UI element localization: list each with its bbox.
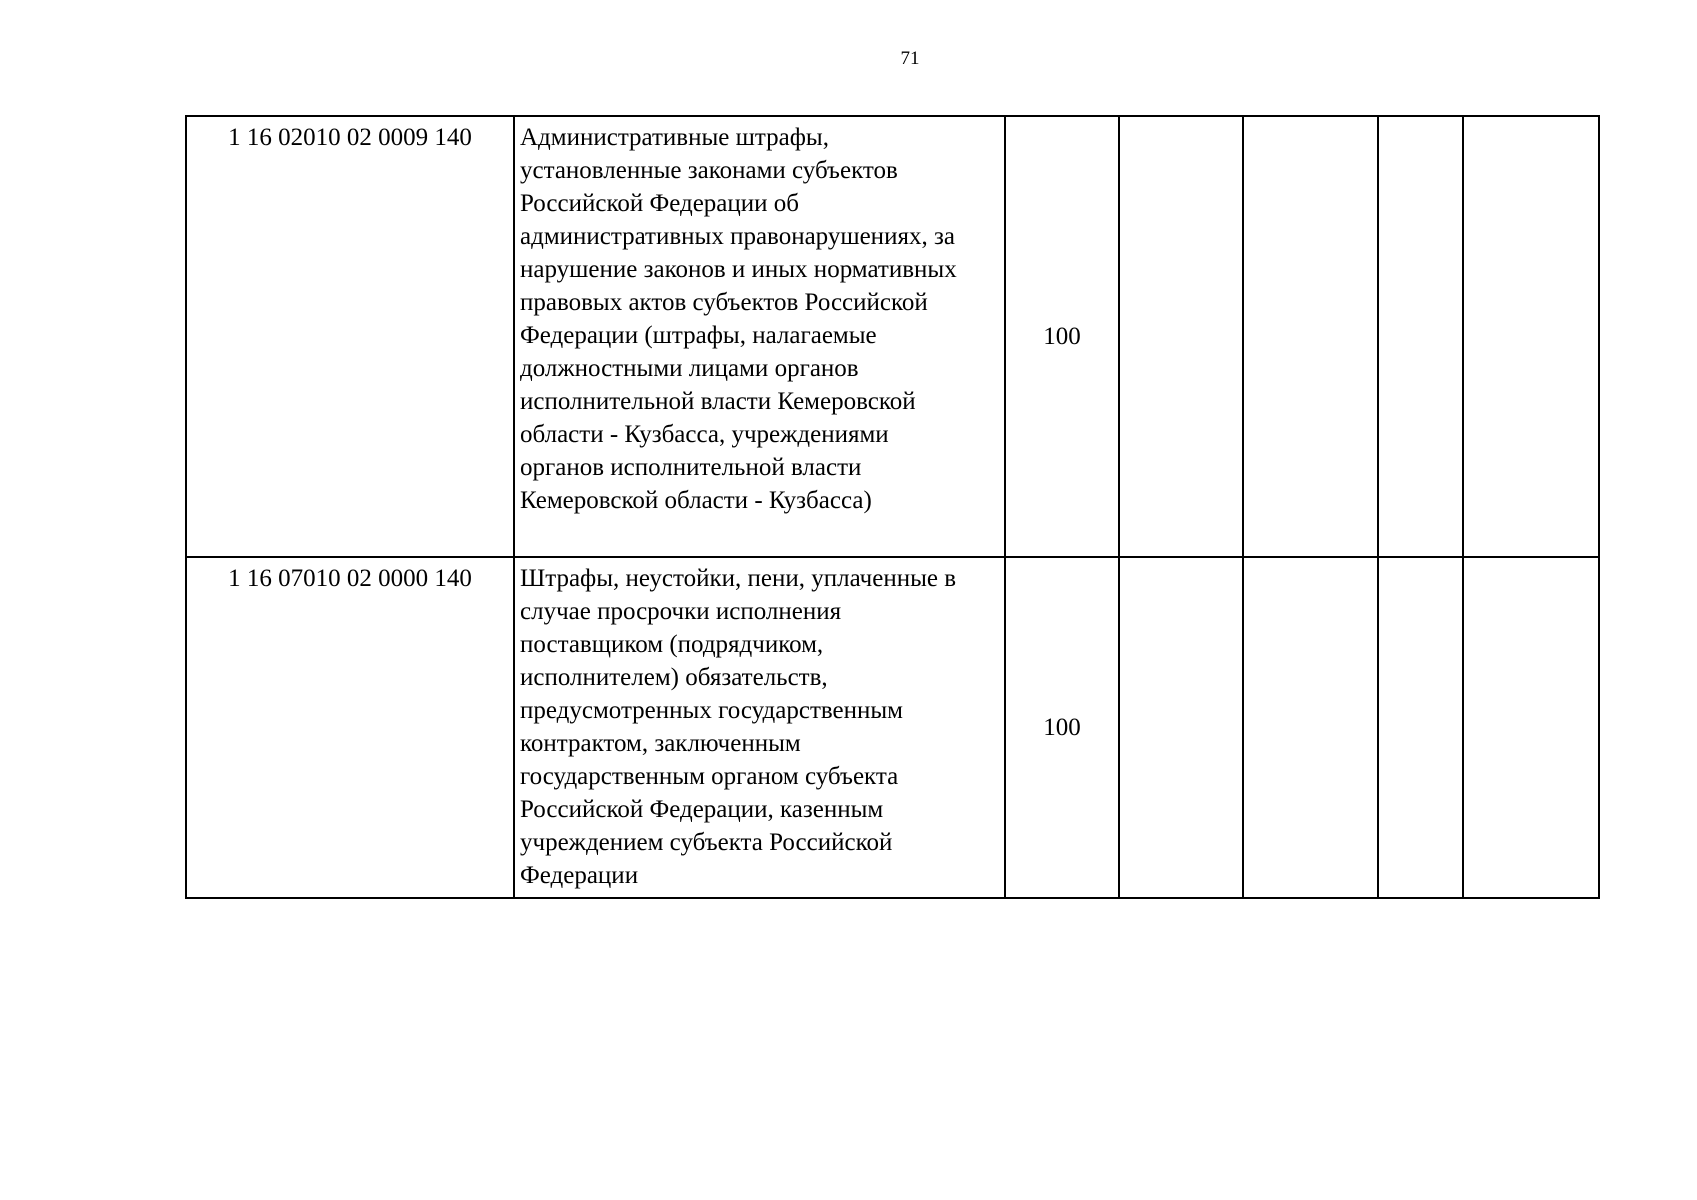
name-line: учреждением субъекта Российской bbox=[520, 829, 893, 856]
name-line: органов исполнительной власти bbox=[520, 454, 862, 481]
table-row bbox=[186, 557, 1599, 898]
empty-cell bbox=[1243, 116, 1378, 557]
empty-cell bbox=[1119, 557, 1243, 898]
revenue-name-cell bbox=[514, 557, 1005, 898]
name-line: должностными лицами органов bbox=[520, 355, 859, 382]
name-line: поставщиком (подрядчиком, bbox=[520, 631, 824, 658]
name-line: административных правонарушениях, за bbox=[520, 223, 955, 250]
revenue-table bbox=[185, 115, 1600, 899]
name-line: Федерации (штрафы, налагаемые bbox=[520, 322, 877, 349]
name-line: исполнителем) обязательств, bbox=[520, 664, 828, 691]
page-number: 71 bbox=[900, 48, 920, 69]
empty-cell bbox=[1243, 557, 1378, 898]
norm-cell: 100 bbox=[1005, 116, 1119, 557]
empty-cell bbox=[1463, 557, 1599, 898]
name-line: Федерации bbox=[520, 862, 639, 889]
name-line: предусмотренных государственным bbox=[520, 697, 903, 724]
empty-cell bbox=[1463, 116, 1599, 557]
name-line: Административные штрафы, bbox=[520, 124, 829, 151]
empty-cell bbox=[1119, 116, 1243, 557]
name-line: контрактом, заключенным bbox=[520, 730, 801, 757]
name-line: Кемеровской области - Кузбасса) bbox=[520, 487, 872, 514]
name-line: установленные законами субъектов bbox=[520, 157, 898, 184]
table-row bbox=[186, 116, 1599, 557]
norm-cell: 100 bbox=[1005, 557, 1119, 898]
name-line: Штрафы, неустойки, пени, уплаченные в bbox=[520, 565, 957, 592]
empty-cell bbox=[1378, 557, 1463, 898]
name-line: нарушение законов и иных нормативных bbox=[520, 256, 957, 283]
revenue-name-cell bbox=[514, 116, 1005, 557]
name-line: области - Кузбасса, учреждениями bbox=[520, 421, 889, 448]
name-line: Российской Федерации, казенным bbox=[520, 796, 884, 823]
name-line: Российской Федерации об bbox=[520, 190, 799, 217]
name-line: государственным органом субъекта bbox=[520, 763, 899, 790]
empty-cell bbox=[1378, 116, 1463, 557]
revenue-code-cell: 1 16 02010 02 0009 140 bbox=[186, 116, 514, 557]
revenue-code-cell: 1 16 07010 02 0000 140 bbox=[186, 557, 514, 898]
name-line: правовых актов субъектов Российской bbox=[520, 289, 928, 316]
name-line: случае просрочки исполнения bbox=[520, 598, 842, 625]
name-line: исполнительной власти Кемеровской bbox=[520, 388, 916, 415]
